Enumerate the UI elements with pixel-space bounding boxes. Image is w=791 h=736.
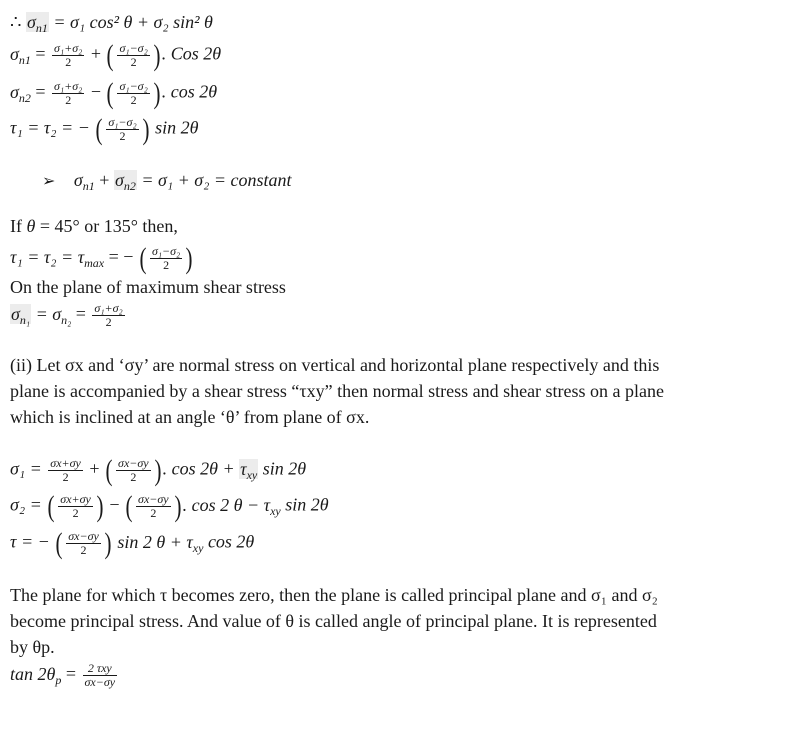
subscript: xy xyxy=(270,503,281,518)
text: If xyxy=(10,216,27,236)
numerator: σx+σy xyxy=(60,492,91,506)
equation-tail: . Cos 2θ xyxy=(161,43,222,64)
theta-symbol: θ xyxy=(26,216,36,236)
equation-tail: sin 2θ xyxy=(155,117,199,138)
denominator: 2 xyxy=(80,543,87,557)
subscript: n2 xyxy=(18,90,31,105)
numerator: 2 τxy xyxy=(83,662,118,676)
sigma-symbol: σ xyxy=(114,170,124,190)
operator: = − xyxy=(104,246,134,267)
equation-rest: = σ₁ + σ₂ = constant xyxy=(141,170,292,190)
denominator: 2 xyxy=(130,93,137,107)
text-max-shear-plane xyxy=(10,276,286,298)
bullet-item-constant xyxy=(42,169,292,193)
sigma-symbol: σ xyxy=(10,43,19,64)
equation-lhs: τ₁ = τ₂ = − xyxy=(10,117,90,138)
equation-sigma-n1: $\sigma_{n1}$ = $\frac{\text{σ₁+σ₂}}{2}$ + ( $\frac{\text{σ₁−σ₂}}{2}$ ). Cos 2θ xyxy=(10,38,222,72)
fraction xyxy=(116,457,151,484)
equation-lhs: τ₁ = τ₂ = τ xyxy=(10,246,85,267)
equation-sigma2: σ₂ = ( $\frac{\sigma x+\sigma y}{2}$ ) − ( $\frac{\sigma x-\sigma y}{2}$ ). cos 2 $\theta - \tau_{xy}$ sin 2θ xyxy=(10,489,329,523)
numerator: σx−σy xyxy=(118,456,149,470)
equation-sigma-n2: $\sigma_{n2}$ = $\frac{\text{σ₁+σ₂}}{2}$ − ( $\frac{\text{σ₁−σ₂}}{2}$ ). cos 2θ xyxy=(10,76,218,110)
equation-lhs: τ = − xyxy=(10,531,50,552)
denominator: 2 xyxy=(65,55,72,69)
paragraph-line: plane is accompanied by a shear stress “τxy” then normal stress and shear stress on a plane xyxy=(10,381,665,401)
fraction xyxy=(52,42,84,69)
text: On the plane of maximum shear stress xyxy=(10,277,286,297)
operator: + xyxy=(90,43,101,64)
equation-sigma-n1-equals-n2 xyxy=(10,302,127,329)
numerator: σ₁+σ₂ xyxy=(54,41,83,55)
subscript: p xyxy=(55,672,62,687)
fraction xyxy=(136,493,171,520)
subscript: n2 xyxy=(123,179,136,193)
denominator: σx−σy xyxy=(84,675,116,689)
denominator: 2 xyxy=(130,470,137,484)
denominator: 2 xyxy=(163,258,170,272)
fraction xyxy=(106,116,138,143)
fraction xyxy=(117,42,149,69)
operator: = xyxy=(65,663,76,684)
equation-tan-2theta-p xyxy=(10,662,119,689)
text-if-theta xyxy=(10,215,178,237)
denominator: 2 xyxy=(130,55,137,69)
denominator: 2 xyxy=(62,470,69,484)
operator: = xyxy=(75,303,86,324)
equation-lhs: tan 2θ xyxy=(10,663,56,684)
equation-sigma-n1-cos-sin xyxy=(10,11,213,33)
numerator: σ₁−σ₂ xyxy=(119,41,148,55)
denominator: 2 xyxy=(72,506,79,520)
paragraph-line: which is inclined at an angle ‘θ’ from plane of σx. xyxy=(10,407,370,427)
paragraph-line: by θp. xyxy=(10,637,55,657)
equation-lhs: σ₁ = xyxy=(10,458,42,479)
therefore-symbol: ∴ xyxy=(10,12,22,32)
sigma-symbol: σ xyxy=(10,81,19,102)
fraction xyxy=(117,80,149,107)
numerator: σ₁+σ₂ xyxy=(94,301,123,315)
tau-symbol: τ xyxy=(240,458,247,479)
subscript: n₂ xyxy=(61,312,72,327)
sigma-symbol: = σ xyxy=(35,303,62,324)
subscript: xy xyxy=(192,540,204,555)
equation-tail: . cos 2θ + xyxy=(162,458,235,479)
subscript: n1 xyxy=(35,21,48,35)
sigma-symbol: σ xyxy=(26,12,36,32)
numerator: σx+σy xyxy=(50,456,81,470)
denominator: 2 xyxy=(119,129,126,143)
equation-tail: sin 2θ xyxy=(262,458,307,479)
equation-tail: cos 2θ xyxy=(207,531,255,552)
subscript: n1 xyxy=(82,179,95,193)
equation-tail: sin 2 θ + τ xyxy=(117,531,193,552)
fraction xyxy=(92,302,124,329)
denominator: 2 xyxy=(65,93,72,107)
operator: − xyxy=(109,494,120,515)
equation-tau1-tau2: τ₁ = τ₂ = − ( $\frac{\text{σ₁−σ₂}}{2}$ ) sin 2θ xyxy=(10,112,199,146)
equation-tau: τ = − ( $\frac{\sigma x-\sigma y}{2}$ ) sin 2 $\theta + \tau_{xy}$ cos 2θ xyxy=(10,526,255,560)
operator: + xyxy=(99,170,110,190)
operator: + xyxy=(89,458,100,479)
subscript: n₁ xyxy=(19,312,31,327)
paragraph-principal-plane xyxy=(10,582,790,660)
fraction xyxy=(52,80,84,107)
numerator: σx−σy xyxy=(68,529,99,543)
fraction xyxy=(83,662,118,689)
operator: − xyxy=(90,81,101,102)
paragraph-line: (ii) Let σx and ‘σy’ are normal stress on vertical and horizontal plane respectively and this xyxy=(10,355,660,375)
subscript: xy xyxy=(246,467,258,482)
fraction xyxy=(48,457,83,484)
paragraph-line: become principal stress. And value of θ is called angle of principal plane. It is represented xyxy=(10,611,657,631)
sigma-symbol: σ xyxy=(11,303,20,324)
equation-tau-max: $\tau_1 = \tau_2 = \tau_{max}$ = − ( $\frac{\text{σ₁−σ₂}}{2}$ ) xyxy=(10,241,193,275)
subscript: n1 xyxy=(18,52,31,67)
equation-rhs: = σ₁ cos² θ + σ₂ sin² θ xyxy=(53,12,213,32)
arrow-bullet-icon: ➢ xyxy=(42,173,56,190)
equation-sigma1: σ₁ = $\frac{\sigma x+\sigma y}{2}$ + ( $\frac{\sigma x-\sigma y}{2}$ ). $\cos 2\theta + \tau_{xy}$ sin 2θ xyxy=(10,453,307,487)
fraction xyxy=(66,530,101,557)
numerator: σ₁−σ₂ xyxy=(119,79,148,93)
fraction xyxy=(150,245,182,272)
sigma-symbol: σ xyxy=(73,170,83,190)
numerator: σ₁−σ₂ xyxy=(108,115,137,129)
numerator: σ₁−σ₂ xyxy=(151,244,181,258)
text: = 45° or 135° then, xyxy=(35,216,178,236)
denominator: 2 xyxy=(150,506,157,520)
equation-tail: . cos 2θ xyxy=(161,81,218,102)
numerator: σ₁+σ₂ xyxy=(54,79,83,93)
denominator: 2 xyxy=(105,315,112,329)
numerator: σx−σy xyxy=(138,492,169,506)
equation-tail: . cos 2 θ − τ xyxy=(182,494,271,515)
fraction xyxy=(58,493,93,520)
equation-lhs: σ₂ = xyxy=(10,494,42,515)
paragraph-ii xyxy=(10,352,790,430)
paragraph-line: The plane for which τ becomes zero, then the plane is called principal plane and σ₁ and σ₂ xyxy=(10,585,658,605)
equation-tail: sin 2θ xyxy=(285,494,329,515)
subscript: max xyxy=(84,255,105,270)
